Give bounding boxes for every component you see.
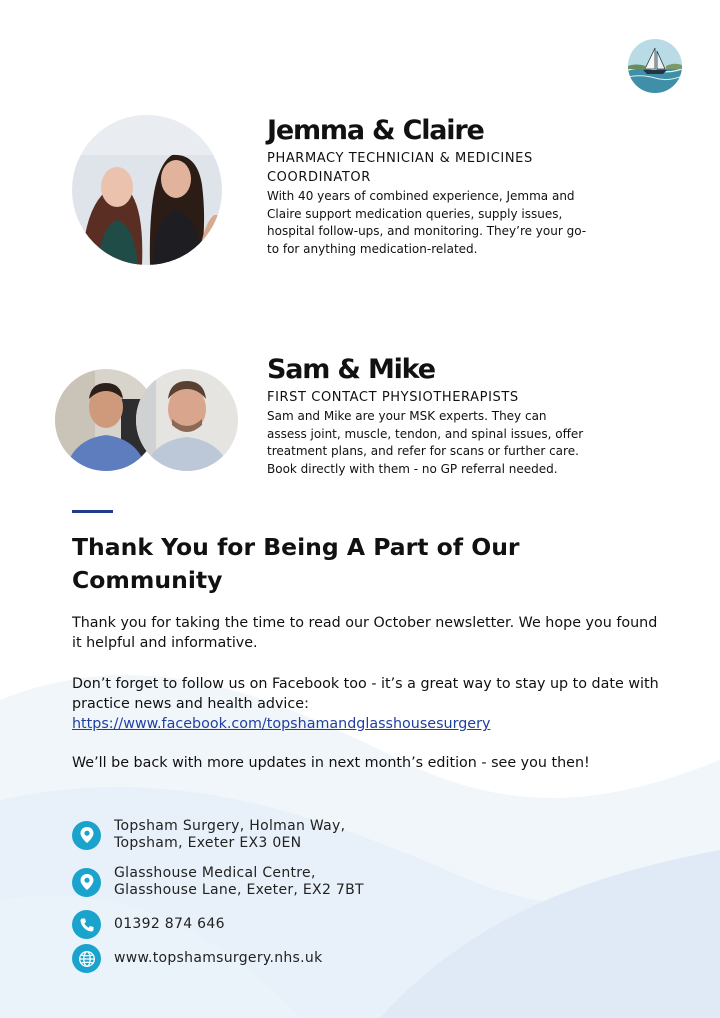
facebook-paragraph-text: Don’t forget to follow us on Facebook too - it’s a great way to stay up to date with practice news and health advice: [72, 676, 659, 712]
contact-topsham [72, 818, 345, 852]
map-pin-icon [72, 868, 101, 897]
mike-photo [136, 369, 238, 471]
closing-title: Thank You for Being A Part of Our Community [72, 533, 520, 594]
accent-divider [72, 510, 113, 513]
website-url[interactable]: www.topshamsurgery.nhs.uk [114, 950, 323, 966]
closing-paragraph: Thank you for taking the time to read our October newsletter. We hope you found it helpful and informative. [72, 615, 658, 651]
staff-description: With 40 years of combined experience, Jemma and Claire support medication queries, supply issues, hospital follow-ups, and monitoring. They’re your go-to for anything medication-related. [267, 189, 587, 256]
glasshouse-address: Glasshouse Medical Centre, Glasshouse Lane, Exeter, EX2 7BT [114, 865, 364, 898]
contact-website [72, 944, 322, 973]
globe-icon [72, 944, 101, 973]
staff-name: Jemma & Claire [267, 115, 484, 146]
map-pin-icon [72, 821, 101, 850]
jemma-claire-photo [72, 115, 222, 265]
staff-role: FIRST CONTACT PHYSIOTHERAPISTS [267, 390, 519, 405]
signoff-paragraph: We’ll be back with more updates in next month’s edition - see you then! [72, 755, 590, 771]
phone-icon [72, 910, 101, 939]
practice-logo [628, 39, 682, 93]
topsham-address: Topsham Surgery, Holman Way, Topsham, Exeter EX3 0EN [114, 818, 346, 851]
staff-name: Sam & Mike [267, 354, 435, 385]
staff-description: Sam and Mike are your MSK experts. They can assess joint, muscle, tendon, and spinal issues, offer treatment plans, and refer for scans or further care. Book directly with them - no GP referral needed. [267, 409, 584, 476]
contact-glasshouse [72, 865, 364, 899]
staff-role: PHARMACY TECHNICIAN & MEDICINES COORDINATOR [267, 151, 533, 185]
facebook-link[interactable]: https://www.facebook.com/topshamandglasshousesurgery [72, 716, 491, 732]
facebook-paragraph [72, 674, 662, 734]
phone-number[interactable]: 01392 874 646 [114, 916, 225, 932]
jemma-claire-profile [267, 116, 587, 258]
sam-mike-profile [267, 355, 587, 478]
contact-phone [72, 910, 225, 939]
